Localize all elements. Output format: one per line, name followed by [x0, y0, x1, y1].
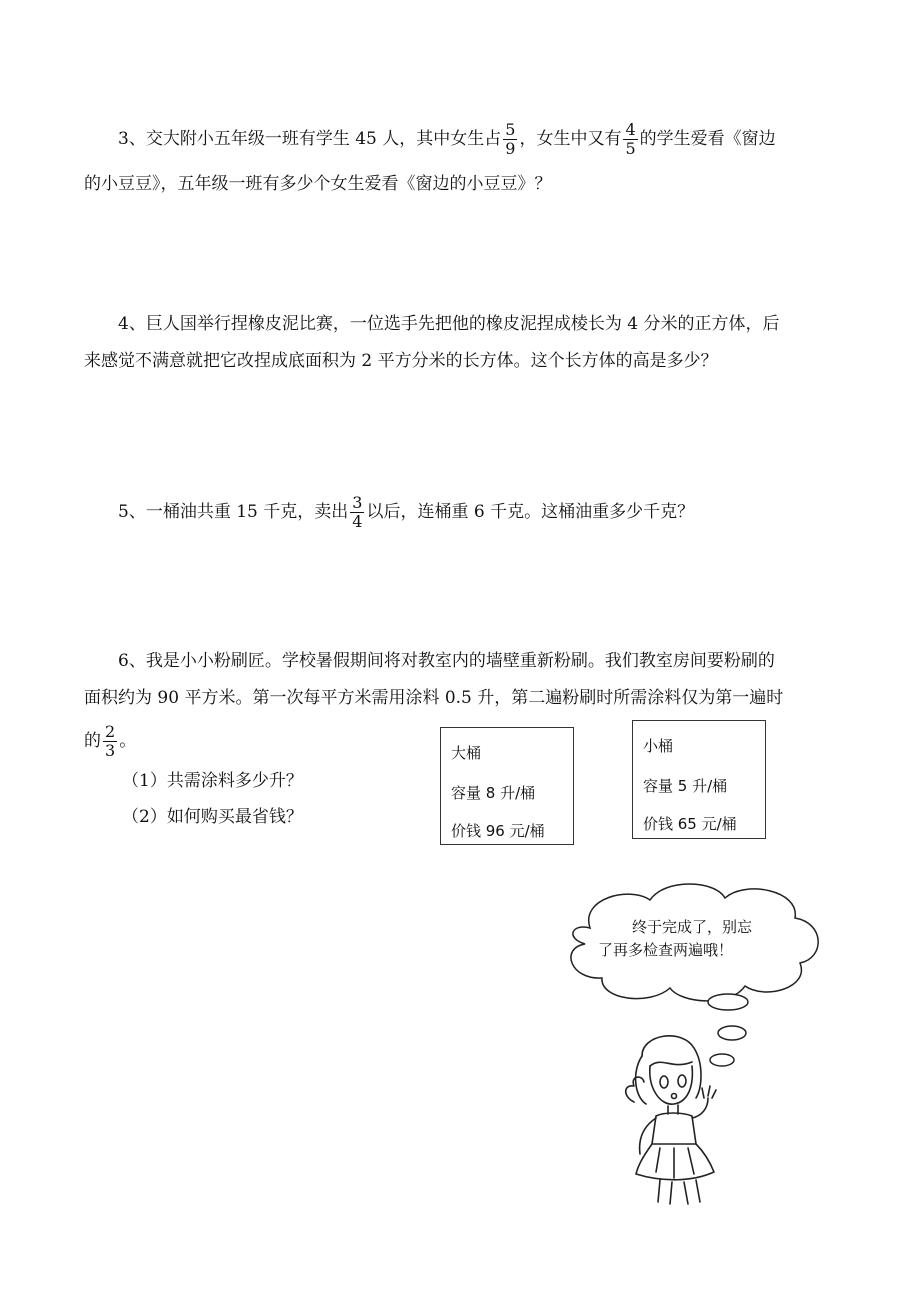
q3-text-a: 3、交大附小五年级一班有学生 45 人，其中女生占 — [118, 129, 502, 149]
q4-line1: 4、巨人国举行捏橡皮泥比赛，一位选手先把他的橡皮泥捏成棱长为 4 分米的正方体，后 — [118, 314, 780, 334]
q4-line2: 来感觉不满意就把它改捏成底面积为 2 平方分米的长方体。这个长方体的高是多少？ — [84, 351, 718, 371]
q6-fraction: $\frac{2}{3}$ — [105, 722, 116, 760]
small-bucket-price: 价钱 65 元/桶 — [643, 815, 737, 833]
q5-line1 — [118, 494, 878, 531]
small-bucket-capacity: 容量 5 升/桶 — [643, 777, 728, 795]
q3-text-b: ，女生中又有 — [519, 129, 622, 149]
q6-sub1: （1）共需涂料多少升？ — [122, 771, 303, 791]
q6-line2: 面积约为 90 平方米。第一次每平方米需用涂料 0.5 升，第二遍粉刷时所需涂料仅为第一遍时 — [84, 688, 784, 708]
q6-sub2: （2）如何购买最省钱？ — [122, 807, 303, 827]
big-bucket-box — [440, 727, 574, 845]
q6-line1: 6、我是小小粉刷匠。学校暑假期间将对教室内的墙壁重新粉刷。我们教室房间要粉刷的 — [118, 651, 775, 671]
q3-line1 — [118, 121, 878, 158]
big-bucket-title: 大桶 — [451, 744, 482, 762]
bubble-line2: 了再多检查两遍哦！ — [598, 941, 734, 959]
thought-bubble-icon — [550, 878, 830, 1048]
q3-text-c: 的学生爱看《窗边 — [639, 129, 776, 149]
q5-text-a: 5、一桶油共重 15 千克，卖出 — [118, 502, 349, 522]
girl-illustration-icon — [612, 1026, 742, 1208]
big-bucket-price: 价钱 96 元/桶 — [451, 822, 545, 840]
q5-fraction: $\frac{3}{4}$ — [352, 493, 363, 531]
q3-line2: 的小豆豆》，五年级一班有多少个女生爱看《窗边的小豆豆》？ — [84, 174, 552, 194]
big-bucket-capacity: 容量 8 升/桶 — [451, 784, 536, 802]
small-bucket-title: 小桶 — [643, 737, 674, 755]
small-bucket-box — [632, 720, 766, 839]
bubble-line1: 终于完成了，别忘 — [632, 918, 753, 936]
q3-fraction-1: $\frac{5}{9}$ — [505, 120, 516, 158]
q5-text-b: 以后，连桶重 6 千克。这桶油重多少千克？ — [366, 502, 695, 522]
q3-fraction-2: $\frac{4}{5}$ — [625, 120, 636, 158]
q6-line3: 的 $\frac{2}{3}$ 。 — [84, 722, 137, 760]
